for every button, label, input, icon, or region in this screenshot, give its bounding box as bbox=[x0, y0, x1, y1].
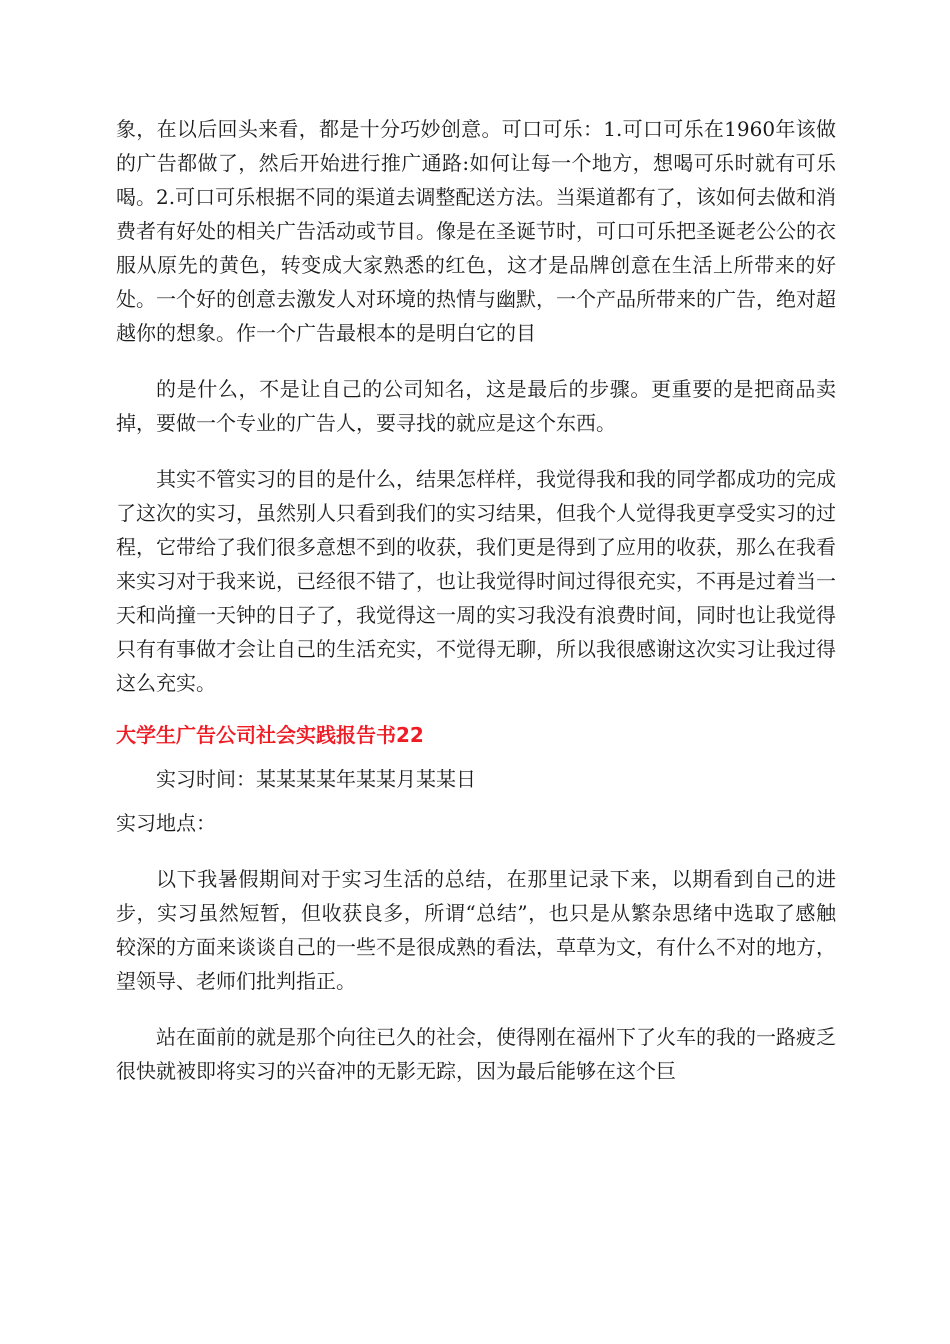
practice-time: 实习时间：某某某某年某某月某某日 bbox=[156, 767, 476, 791]
body-paragraph: 以下我暑假期间对于实习生活的总结，在那里记录下来，以期看到自己的进步，实习虽然短暂，但收获良多，所谓“总结”，也只是从繁杂思绪中选取了感触较深的方面来谈谈自己的一些不是很成熟的看法，草草为文，有什么不对的地方，望领导、老师们批判指正。 bbox=[116, 867, 836, 993]
document-page bbox=[116, 112, 836, 1088]
body-paragraph: 其实不管实习的目的是什么，结果怎样样，我觉得我和我的同学都成功的完成了这次的实习，虽然别人只看到我们的实习结果，但我个人觉得我更享受实习的过程，它带给了我们很多意想不到的收获，我们更是得到了应用的收获，那么在我看来实习对于我来说，已经很不错了，也让我觉得时间过得很充实，不再是过着当一天和尚撞一天钟的日子了，我觉得这一周的实习我没有浪费时间，同时也让我觉得只有有事做才会让自己的生活充实，不觉得无聊，所以我很感谢这次实习让我过得这么充实。 bbox=[116, 467, 836, 695]
section-heading: 大学生广告公司社会实践报告书22 bbox=[116, 723, 424, 747]
body-paragraph: 象，在以后回头来看，都是十分巧妙创意。可口可乐：1.可口可乐在1960年该做的广告都做了，然后开始进行推广通路:如何让每一个地方，想喝可乐时就有可乐喝。2.可口可乐根据不同的渠道去调整配送方法。当渠道都有了，该如何去做和消费者有好处的相关广告活动或节目。像是在圣诞节时，可口可乐把圣诞老公公的衣服从原先的黄色，转变成大家熟悉的红色，这才是品牌创意在生活上所带来的好处。一个好的创意去激发人对环境的热情与幽默，一个产品所带来的广告，绝对超越你的想象。作一个广告最根本的是明白它的目 bbox=[116, 117, 836, 345]
practice-place: 实习地点： bbox=[116, 811, 216, 835]
body-paragraph: 站在面前的就是那个向往已久的社会，使得刚在福州下了火车的我的一路疲乏很快就被即将实习的兴奋冲的无影无踪，因为最后能够在这个巨 bbox=[116, 1025, 836, 1083]
body-paragraph: 的是什么，不是让自己的公司知名，这是最后的步骤。更重要的是把商品卖掉，要做一个专业的广告人，要寻找的就应是这个东西。 bbox=[116, 377, 836, 435]
